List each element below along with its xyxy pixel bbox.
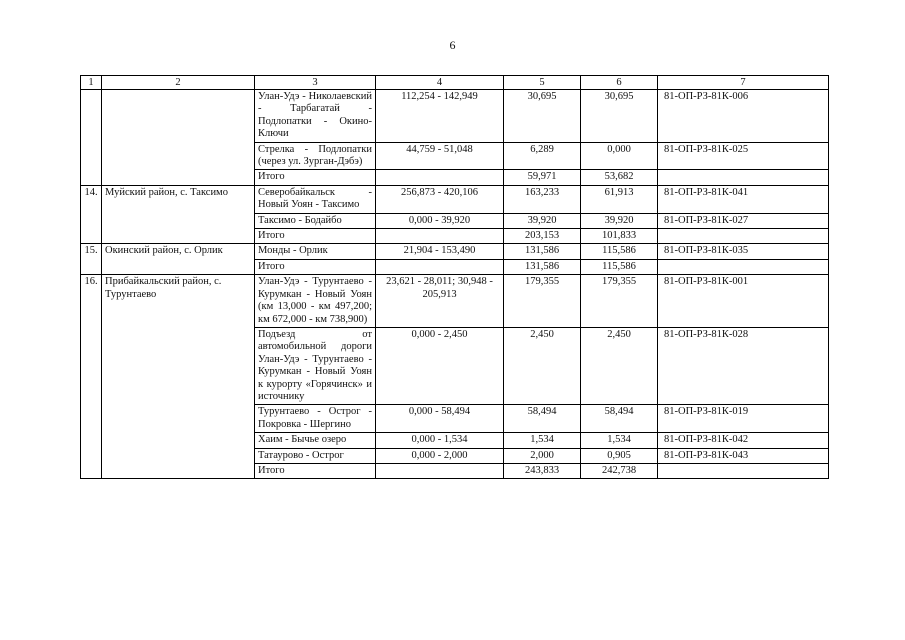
- km-range-cell: 0,000 - 2,000: [376, 448, 504, 463]
- total-label-cell: Итого: [255, 259, 376, 274]
- road-code-cell: 81-ОП-РЗ-81К-027: [658, 213, 829, 228]
- km-range-cell: 0,000 - 39,920: [376, 213, 504, 228]
- length-repair-cell: 58,494: [581, 405, 658, 433]
- row-number-cell: 16.: [81, 275, 102, 479]
- total-label-cell: Итого: [255, 229, 376, 244]
- road-name-cell: Монды - Орлик: [255, 244, 376, 259]
- length-total-cell: 179,355: [504, 275, 581, 328]
- header-row: [81, 76, 829, 90]
- length-total-cell: 131,586: [504, 259, 581, 274]
- header-cell: 7: [658, 76, 829, 90]
- road-code-cell: [658, 170, 829, 185]
- header-cell: 2: [102, 76, 255, 90]
- length-total-cell: 2,450: [504, 327, 581, 404]
- road-code-cell: [658, 259, 829, 274]
- total-label-cell: Итого: [255, 170, 376, 185]
- length-total-cell: 59,971: [504, 170, 581, 185]
- header-cell: 5: [504, 76, 581, 90]
- km-range-cell: [376, 463, 504, 478]
- length-total-cell: 163,233: [504, 185, 581, 213]
- length-total-cell: 131,586: [504, 244, 581, 259]
- row-number-cell: [81, 90, 102, 186]
- km-range-cell: 21,904 - 153,490: [376, 244, 504, 259]
- road-code-cell: 81-ОП-РЗ-81К-025: [658, 142, 829, 170]
- road-code-cell: [658, 229, 829, 244]
- length-repair-cell: 53,682: [581, 170, 658, 185]
- road-code-cell: 81-ОП-РЗ-81К-001: [658, 275, 829, 328]
- total-label-cell: Итого: [255, 463, 376, 478]
- road-name-cell: Татаурово - Острог: [255, 448, 376, 463]
- table-row: [81, 185, 829, 213]
- length-total-cell: 39,920: [504, 213, 581, 228]
- district-cell: Муйский район, с. Таксимо: [102, 185, 255, 244]
- road-code-cell: 81-ОП-РЗ-81К-028: [658, 327, 829, 404]
- road-name-cell: Турунтаево - Острог - Покровка - Шергино: [255, 405, 376, 433]
- km-range-cell: 0,000 - 1,534: [376, 433, 504, 448]
- length-total-cell: 1,534: [504, 433, 581, 448]
- road-code-cell: [658, 463, 829, 478]
- length-total-cell: 2,000: [504, 448, 581, 463]
- road-name-cell: Северобайкальск - Новый Уоян - Таксимо: [255, 185, 376, 213]
- km-range-cell: 256,873 - 420,106: [376, 185, 504, 213]
- km-range-cell: 112,254 - 142,949: [376, 90, 504, 143]
- length-repair-cell: 1,534: [581, 433, 658, 448]
- length-total-cell: 203,153: [504, 229, 581, 244]
- road-code-cell: 81-ОП-РЗ-81К-041: [658, 185, 829, 213]
- header-cell: 3: [255, 76, 376, 90]
- km-range-cell: [376, 259, 504, 274]
- road-name-cell: Улан-Удэ - Николаевский - Тарбагатай - Подлопатки - Окино-Ключи: [255, 90, 376, 143]
- length-repair-cell: 0,000: [581, 142, 658, 170]
- length-repair-cell: 39,920: [581, 213, 658, 228]
- road-code-cell: 81-ОП-РЗ-81К-035: [658, 244, 829, 259]
- km-range-cell: 23,621 - 28,011; 30,948 - 205,913: [376, 275, 504, 328]
- length-repair-cell: 115,586: [581, 259, 658, 274]
- length-total-cell: 30,695: [504, 90, 581, 143]
- length-repair-cell: 0,905: [581, 448, 658, 463]
- header-cell: 4: [376, 76, 504, 90]
- length-total-cell: 58,494: [504, 405, 581, 433]
- length-repair-cell: 242,738: [581, 463, 658, 478]
- table-row: [81, 244, 829, 259]
- road-code-cell: 81-ОП-РЗ-81К-019: [658, 405, 829, 433]
- length-repair-cell: 115,586: [581, 244, 658, 259]
- km-range-cell: [376, 229, 504, 244]
- road-name-cell: Улан-Удэ - Турунтаево - Курумкан - Новый Уоян (км 13,000 - км 497,200; км 672,000 - км 738,900): [255, 275, 376, 328]
- km-range-cell: 0,000 - 2,450: [376, 327, 504, 404]
- district-cell: Окинский район, с. Орлик: [102, 244, 255, 275]
- table-row: [81, 275, 829, 328]
- row-number-cell: 14.: [81, 185, 102, 244]
- row-number-cell: 15.: [81, 244, 102, 275]
- km-range-cell: 44,759 - 51,048: [376, 142, 504, 170]
- roads-table: [80, 75, 829, 479]
- road-name-cell: Стрелка - Подлопатки (через ул. Зурган-Дэбэ): [255, 142, 376, 170]
- length-total-cell: 243,833: [504, 463, 581, 478]
- km-range-cell: 0,000 - 58,494: [376, 405, 504, 433]
- district-cell: Прибайкальский район, с. Турунтаево: [102, 275, 255, 479]
- table-row: [81, 90, 829, 143]
- road-name-cell: Таксимо - Бодайбо: [255, 213, 376, 228]
- page-number: 6: [449, 38, 456, 52]
- road-code-cell: 81-ОП-РЗ-81К-006: [658, 90, 829, 143]
- header-cell: 1: [81, 76, 102, 90]
- length-total-cell: 6,289: [504, 142, 581, 170]
- road-code-cell: 81-ОП-РЗ-81К-043: [658, 448, 829, 463]
- road-code-cell: 81-ОП-РЗ-81К-042: [658, 433, 829, 448]
- km-range-cell: [376, 170, 504, 185]
- length-repair-cell: 2,450: [581, 327, 658, 404]
- length-repair-cell: 30,695: [581, 90, 658, 143]
- length-repair-cell: 101,833: [581, 229, 658, 244]
- header-cell: 6: [581, 76, 658, 90]
- road-name-cell: Хаим - Бычье озеро: [255, 433, 376, 448]
- length-repair-cell: 179,355: [581, 275, 658, 328]
- road-name-cell: Подъезд от автомобильной дороги Улан-Удэ - Турунтаево - Курумкан - Новый Уоян к курорту «Горячинск» и источнику: [255, 327, 376, 404]
- length-repair-cell: 61,913: [581, 185, 658, 213]
- district-cell: [102, 90, 255, 186]
